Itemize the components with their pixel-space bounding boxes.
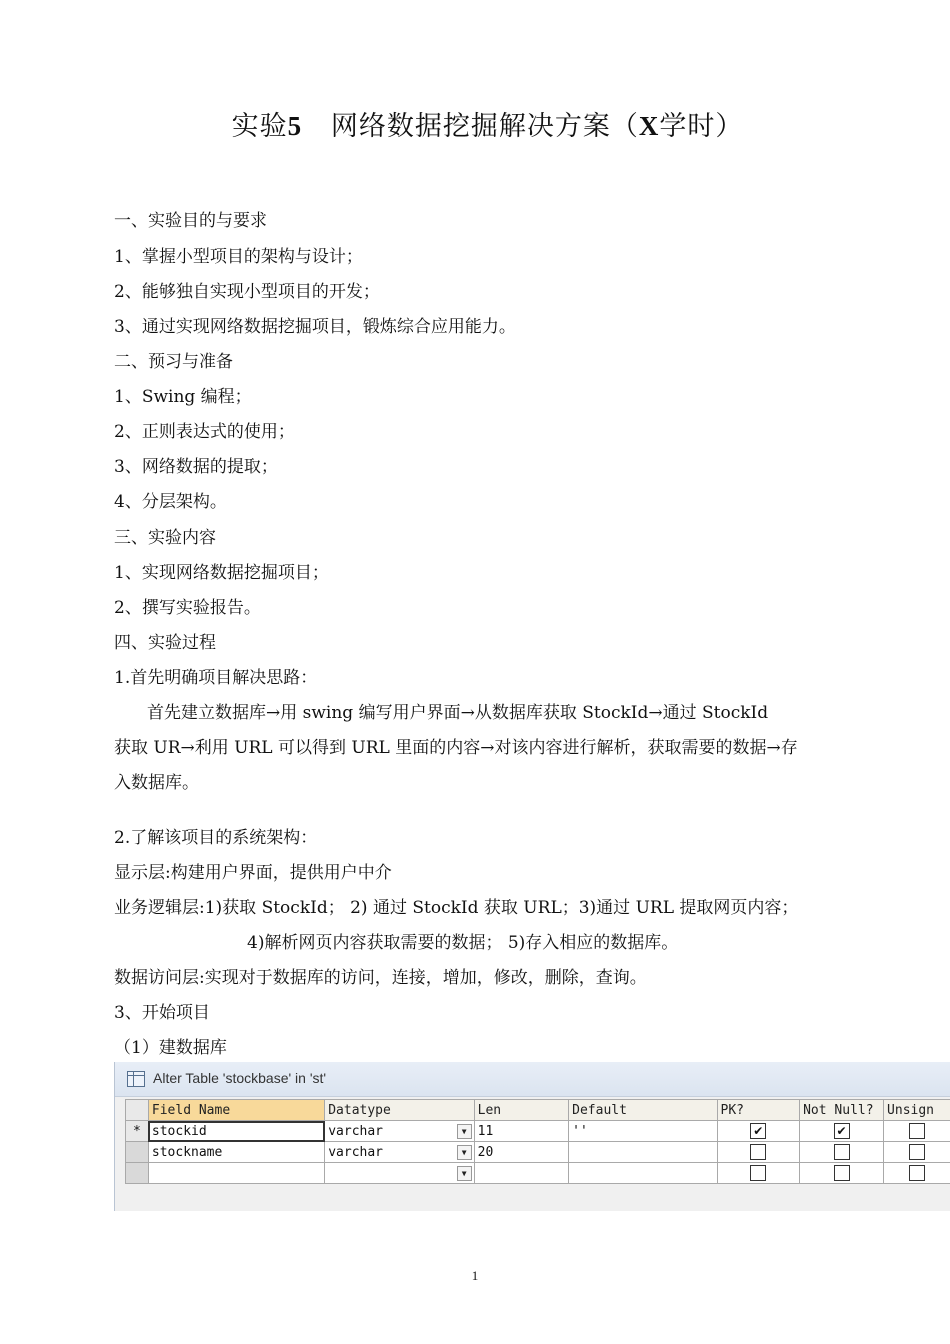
list-item: 1、Swing 编程； (114, 387, 252, 407)
title-main: 网络数据挖掘解决方案（ (330, 111, 639, 142)
title-prefix: 实验 (231, 111, 288, 142)
len-cell[interactable]: 20 (474, 1142, 569, 1163)
list-item: 2、正则表达式的使用； (114, 422, 295, 442)
field-name-cell[interactable] (148, 1163, 324, 1184)
section-heading-4: 四、实验过程 (114, 633, 216, 653)
list-item: 1、实现网络数据挖掘项目； (114, 563, 329, 583)
fields-grid (125, 1099, 950, 1184)
chevron-down-icon[interactable]: ▼ (457, 1166, 472, 1181)
list-item: 1、掌握小型项目的架构与设计； (114, 247, 363, 267)
chevron-down-icon[interactable]: ▼ (457, 1145, 472, 1160)
field-name-cell[interactable]: stockname (148, 1142, 324, 1163)
not-null-cell[interactable] (800, 1142, 884, 1163)
window-title: Alter Table 'stockbase' in 'st' (153, 1070, 327, 1086)
page-number: 1 (471, 1268, 479, 1283)
datatype-cell[interactable] (325, 1163, 474, 1184)
paragraph-line: 显示层:构建用户界面，提供用户中介 (114, 863, 392, 883)
unsigned-cell[interactable] (884, 1121, 950, 1142)
title-number: 5 (287, 111, 303, 141)
not-null-cell[interactable] (800, 1163, 884, 1184)
len-cell[interactable] (474, 1163, 569, 1184)
field-name-cell[interactable]: stockid (148, 1121, 324, 1142)
step-heading: 3、开始项目 (114, 1003, 210, 1023)
default-cell[interactable] (569, 1142, 717, 1163)
datatype-cell[interactable] (325, 1142, 474, 1163)
title-hours-x: X (638, 111, 660, 141)
column-header-datatype[interactable]: Datatype (325, 1100, 474, 1121)
list-item: 4、分层架构。 (114, 492, 227, 512)
list-item: 2、能够独自实现小型项目的开发； (114, 282, 380, 302)
alter-table-screenshot (114, 1062, 950, 1211)
section-heading-1: 一、实验目的与要求 (114, 211, 267, 231)
column-header-default[interactable]: Default (569, 1100, 717, 1121)
column-header-unsigned[interactable]: Unsign (884, 1100, 950, 1121)
row-marker[interactable] (126, 1163, 149, 1184)
column-header-not-null[interactable]: Not Null? (800, 1100, 884, 1121)
row-marker[interactable] (126, 1142, 149, 1163)
len-cell[interactable]: 11 (474, 1121, 569, 1142)
unsigned-cell[interactable] (884, 1142, 950, 1163)
window-titlebar (115, 1062, 950, 1097)
paragraph-line: 首先建立数据库→用 swing 编写用户界面→从数据库获取 StockId→通过 StockId (147, 703, 769, 723)
paragraph-line: 数据访问层:实现对于数据库的访问，连接，增加，修改，删除，查询。 (114, 968, 647, 988)
pk-checkbox[interactable] (750, 1165, 766, 1181)
column-header-pk[interactable]: PK? (717, 1100, 800, 1121)
list-item: 3、网络数据的提取； (114, 457, 278, 477)
chevron-down-icon[interactable]: ▼ (457, 1124, 472, 1139)
row-header-corner (126, 1100, 149, 1121)
section-heading-2: 二、预习与准备 (114, 352, 233, 372)
paragraph-line: 入数据库。 (114, 773, 199, 793)
table-row[interactable] (126, 1163, 950, 1184)
table-row[interactable] (126, 1142, 950, 1163)
unsigned-checkbox[interactable] (909, 1144, 925, 1160)
pk-cell[interactable] (717, 1142, 800, 1163)
table-icon (127, 1071, 145, 1087)
title-suffix: 学时） (659, 111, 744, 142)
step-heading: 2.了解该项目的系统架构： (114, 828, 318, 848)
datatype-value: varchar (328, 1123, 384, 1139)
section-heading-3: 三、实验内容 (114, 528, 216, 548)
table-row[interactable] (126, 1121, 950, 1142)
row-marker[interactable]: * (126, 1121, 149, 1142)
not-null-checkbox[interactable]: ✔ (834, 1123, 850, 1139)
document-title (0, 104, 950, 143)
default-cell[interactable] (569, 1163, 717, 1184)
default-cell[interactable]: '' (569, 1121, 717, 1142)
paragraph-line: 获取 UR→利用 URL 可以得到 URL 里面的内容→对该内容进行解析，获取需要的数据→存 (114, 738, 798, 758)
pk-checkbox[interactable]: ✔ (750, 1123, 766, 1139)
pk-checkbox[interactable] (750, 1144, 766, 1160)
column-header-len[interactable]: Len (474, 1100, 569, 1121)
paragraph-line: 业务逻辑层:1)获取 StockId； 2) 通过 StockId 获取 URL；3)通过 URL 提取网页内容； (114, 898, 799, 918)
not-null-checkbox[interactable] (834, 1144, 850, 1160)
grid-header-row (126, 1100, 950, 1121)
datatype-cell[interactable] (325, 1121, 474, 1142)
list-item: 3、通过实现网络数据挖掘项目，锻炼综合应用能力。 (114, 317, 516, 337)
not-null-cell[interactable] (800, 1121, 884, 1142)
step-heading: 1.首先明确项目解决思路： (114, 668, 318, 688)
paragraph-line: 4)解析网页内容获取需要的数据； 5)存入相应的数据库。 (247, 933, 679, 953)
pk-cell[interactable] (717, 1163, 800, 1184)
unsigned-cell[interactable] (884, 1163, 950, 1184)
unsigned-checkbox[interactable] (909, 1165, 925, 1181)
list-item: 2、撰写实验报告。 (114, 598, 261, 618)
not-null-checkbox[interactable] (834, 1165, 850, 1181)
column-header-field-name[interactable]: Field Name (148, 1100, 324, 1121)
substep-heading: （1）建数据库 (114, 1038, 227, 1058)
datatype-value: varchar (328, 1144, 384, 1160)
pk-cell[interactable] (717, 1121, 800, 1142)
unsigned-checkbox[interactable] (909, 1123, 925, 1139)
